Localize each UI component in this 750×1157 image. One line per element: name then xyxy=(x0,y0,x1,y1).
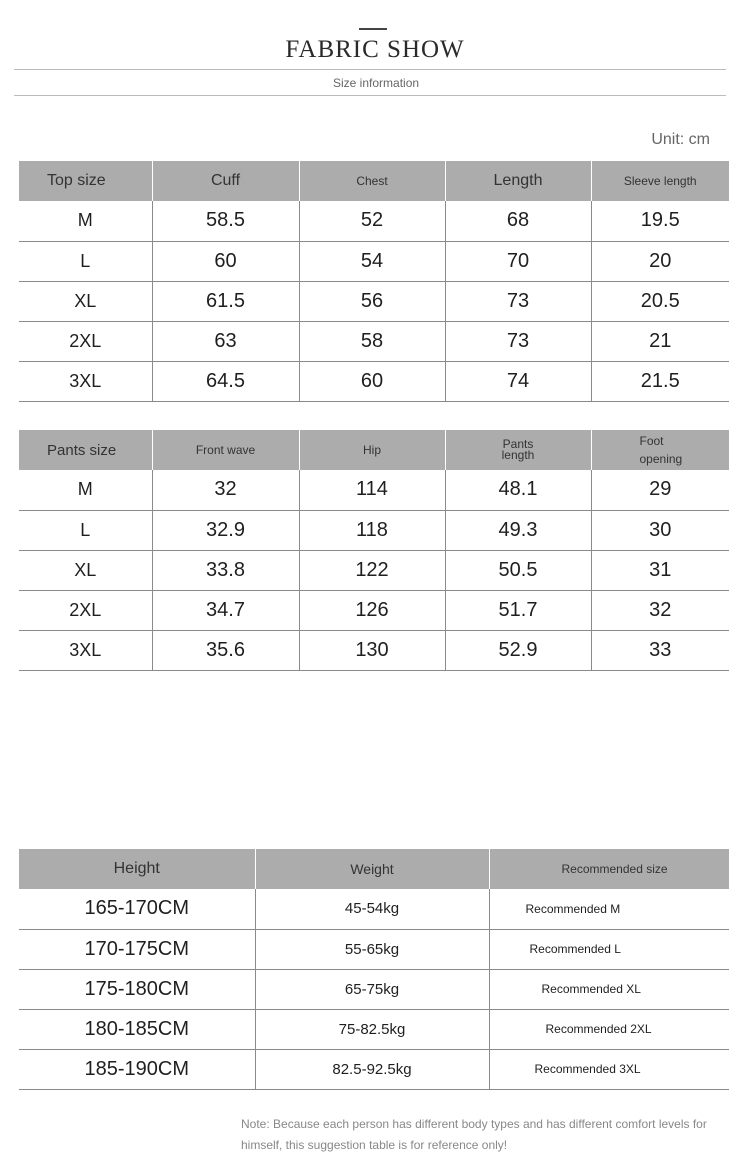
brand-title: FABRIC SHOW xyxy=(285,36,465,63)
table-cell: 20.5 xyxy=(591,281,729,321)
table-cell: 32 xyxy=(591,590,729,630)
brand-dash xyxy=(359,28,387,30)
table-cell: 30 xyxy=(591,510,729,550)
table-cell: XL xyxy=(19,281,152,321)
header-cell: Sleeve length xyxy=(591,161,729,201)
table-cell: L xyxy=(19,241,152,281)
table-header-row xyxy=(19,161,729,201)
table-row xyxy=(19,630,729,670)
table-cell: 51.7 xyxy=(445,590,591,630)
table-cell: 60 xyxy=(152,241,299,281)
table-cell: 64.5 xyxy=(152,361,299,401)
table-cell: 73 xyxy=(445,281,591,321)
table-row xyxy=(19,590,729,630)
table-row xyxy=(19,929,729,969)
table-cell: 175-180CM xyxy=(19,969,255,1009)
header-cell: Recommended size xyxy=(489,849,729,889)
table-cell: 73 xyxy=(445,321,591,361)
table-cell: 50.5 xyxy=(445,550,591,590)
header-cell: Cuff xyxy=(152,161,299,201)
table-cell: Recommended XL xyxy=(489,969,729,1009)
table-row xyxy=(19,241,729,281)
table-row xyxy=(19,1009,729,1049)
header-cell: Weight xyxy=(255,849,489,889)
table-row xyxy=(19,969,729,1009)
table-cell: 55-65kg xyxy=(255,929,489,969)
table-cell: 19.5 xyxy=(591,201,729,241)
table-row xyxy=(19,321,729,361)
table-cell: 60 xyxy=(299,361,445,401)
table-cell: Recommended 3XL xyxy=(489,1049,729,1089)
table-cell: 48.1 xyxy=(445,470,591,510)
table-cell: 130 xyxy=(299,630,445,670)
table-cell: 61.5 xyxy=(152,281,299,321)
header-rule-bottom xyxy=(14,95,726,96)
table-cell: 63 xyxy=(152,321,299,361)
table-cell: 49.3 xyxy=(445,510,591,550)
header-cell: Height xyxy=(19,849,255,889)
header-cell: Foot opening xyxy=(591,430,729,470)
table-cell: 35.6 xyxy=(152,630,299,670)
table-row xyxy=(19,361,729,401)
table-row xyxy=(19,510,729,550)
table-header-row xyxy=(19,430,729,470)
disclaimer-note: Note: Because each person has different body types and has different comfort levels for himself, this suggestion table is for reference only! xyxy=(241,1117,707,1152)
unit-label: Unit: cm xyxy=(651,131,710,148)
table-cell: M xyxy=(19,201,152,241)
table-row xyxy=(19,889,729,929)
table-cell: Recommended M xyxy=(489,889,729,929)
table-cell: 3XL xyxy=(19,630,152,670)
header-cell: Front wave xyxy=(152,430,299,470)
table-cell: 32.9 xyxy=(152,510,299,550)
table-cell: 126 xyxy=(299,590,445,630)
table-cell: 165-170CM xyxy=(19,889,255,929)
table-cell: 68 xyxy=(445,201,591,241)
table-cell: L xyxy=(19,510,152,550)
table-cell: M xyxy=(19,470,152,510)
table-cell: 33 xyxy=(591,630,729,670)
table-cell: XL xyxy=(19,550,152,590)
table-cell: 54 xyxy=(299,241,445,281)
table-cell: 180-185CM xyxy=(19,1009,255,1049)
table-cell: 65-75kg xyxy=(255,969,489,1009)
table-cell: 45-54kg xyxy=(255,889,489,929)
table-cell: 58 xyxy=(299,321,445,361)
size-recommendation-table xyxy=(19,849,729,1090)
table-row xyxy=(19,201,729,241)
table-header-row xyxy=(19,849,729,889)
table-cell: 185-190CM xyxy=(19,1049,255,1089)
table-cell: 75-82.5kg xyxy=(255,1009,489,1049)
table-cell: 114 xyxy=(299,470,445,510)
table-cell: 2XL xyxy=(19,590,152,630)
table-cell: 21.5 xyxy=(591,361,729,401)
table-cell: 122 xyxy=(299,550,445,590)
table-cell: 31 xyxy=(591,550,729,590)
table-cell: 56 xyxy=(299,281,445,321)
table-cell: 52 xyxy=(299,201,445,241)
table-cell: 3XL xyxy=(19,361,152,401)
table-cell: 32 xyxy=(152,470,299,510)
header-cell: Top size xyxy=(19,161,152,201)
table-cell: 2XL xyxy=(19,321,152,361)
table-cell: 34.7 xyxy=(152,590,299,630)
table-cell: 82.5-92.5kg xyxy=(255,1049,489,1089)
table-cell: 118 xyxy=(299,510,445,550)
header-rule-top xyxy=(14,69,726,70)
table-cell: 170-175CM xyxy=(19,929,255,969)
table-row xyxy=(19,550,729,590)
table-row xyxy=(19,1049,729,1089)
table-cell: Recommended 2XL xyxy=(489,1009,729,1049)
pants-size-table xyxy=(19,430,729,671)
table-cell: 70 xyxy=(445,241,591,281)
page-subtitle: Size information xyxy=(333,76,420,90)
table-cell: Recommended L xyxy=(489,929,729,969)
header-cell: Length xyxy=(445,161,591,201)
table-cell: 74 xyxy=(445,361,591,401)
table-cell: 33.8 xyxy=(152,550,299,590)
table-cell: 52.9 xyxy=(445,630,591,670)
header-cell: Chest xyxy=(299,161,445,201)
table-cell: 21 xyxy=(591,321,729,361)
header-cell: Pants size xyxy=(19,430,152,470)
header-cell: Pants length xyxy=(445,430,591,470)
table-row xyxy=(19,281,729,321)
table-cell: 20 xyxy=(591,241,729,281)
table-row xyxy=(19,470,729,510)
table-cell: 58.5 xyxy=(152,201,299,241)
table-cell: 29 xyxy=(591,470,729,510)
top-size-table xyxy=(19,161,729,402)
header-cell: Hip xyxy=(299,430,445,470)
